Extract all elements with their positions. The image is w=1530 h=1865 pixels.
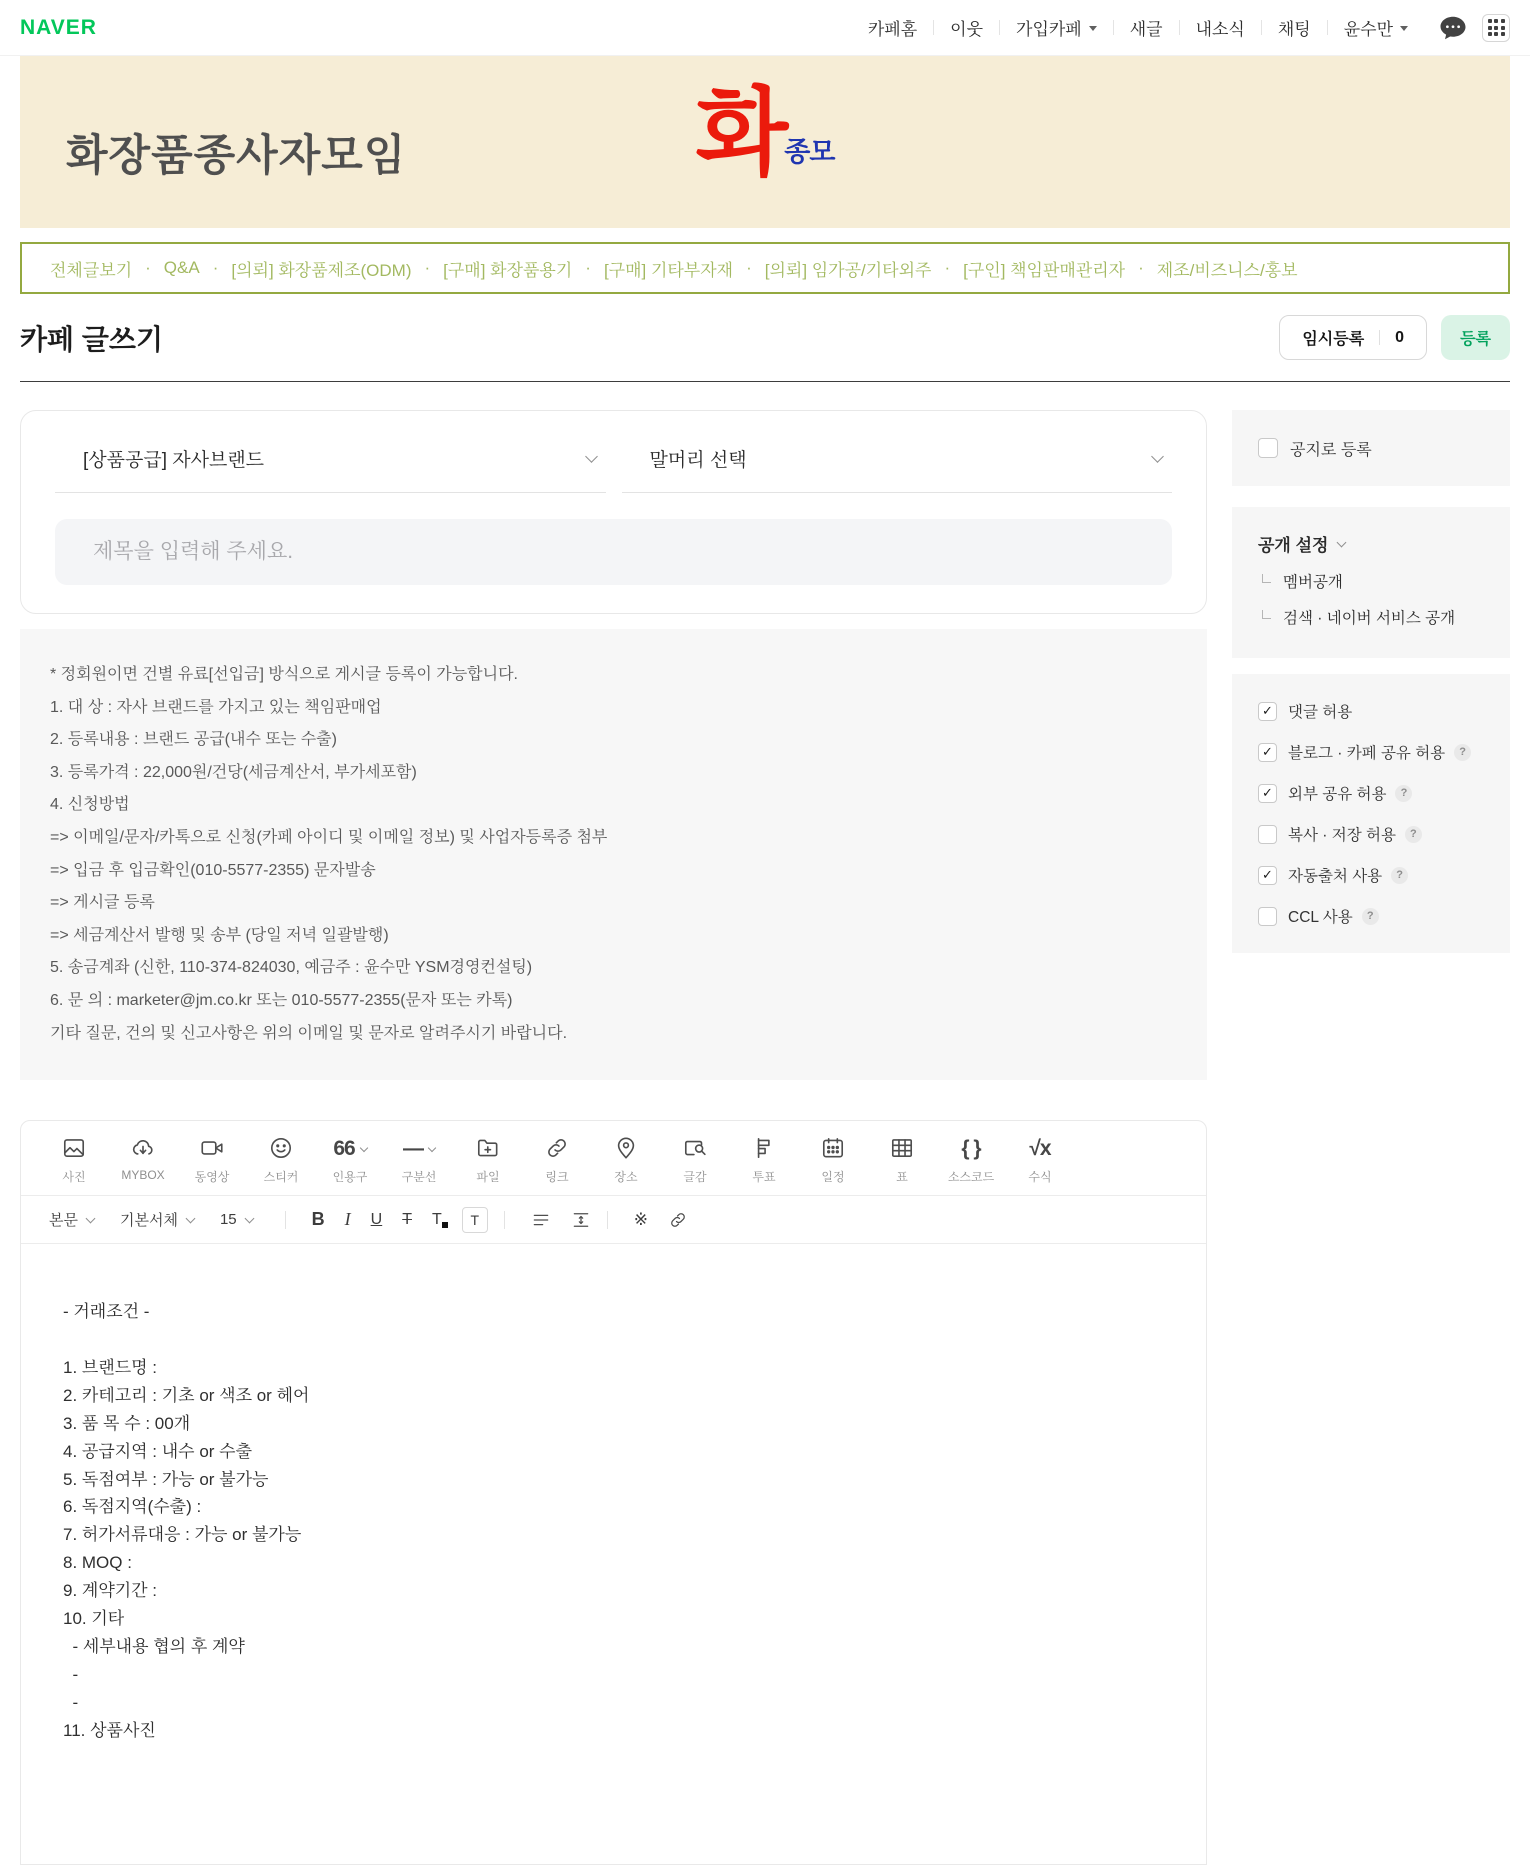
chevron-down-icon bbox=[1151, 450, 1164, 463]
formula-button[interactable] bbox=[1011, 1133, 1069, 1185]
top-navigation bbox=[0, 0, 1530, 56]
notice-line: 4. 신청방법 bbox=[50, 796, 130, 814]
menu-separator: · bbox=[212, 258, 219, 277]
nav-new-posts[interactable] bbox=[1114, 15, 1179, 40]
format-toolbar bbox=[21, 1196, 1206, 1244]
quote-button[interactable] bbox=[321, 1133, 379, 1185]
editor-line: 6. 독점지역(수출) : bbox=[63, 1497, 202, 1517]
chevron-down-icon bbox=[585, 450, 598, 463]
write-column bbox=[20, 382, 1207, 1865]
toolbar-item-icon-wrap bbox=[751, 1133, 777, 1163]
toolbar-item-label: 사진 bbox=[62, 1170, 86, 1185]
notice-line: 6. 문 의 : marketer@jm.co.kr 또는 010-5577-2355(문자 또는 카톡) bbox=[50, 991, 513, 1009]
setting-label: 자동출처 사용 bbox=[1288, 868, 1383, 885]
cafe-logo bbox=[695, 80, 835, 187]
quote-icon: 66 bbox=[333, 1136, 355, 1160]
title-input[interactable] bbox=[55, 519, 1172, 585]
writing-material-button[interactable] bbox=[666, 1133, 724, 1185]
vote-icon bbox=[751, 1135, 777, 1161]
align-button[interactable] bbox=[531, 1210, 551, 1230]
toolbar-item-icon-wrap bbox=[613, 1133, 639, 1163]
toolbar-divider bbox=[504, 1211, 505, 1229]
text-background-button[interactable]: T bbox=[462, 1207, 488, 1233]
menu-separator: · bbox=[145, 258, 151, 277]
video-icon bbox=[199, 1135, 225, 1161]
temp-save-count[interactable]: 0 bbox=[1395, 328, 1405, 346]
toolbar-item-label: MYBOX bbox=[121, 1168, 165, 1183]
apps-grid-icon[interactable] bbox=[1482, 14, 1510, 42]
paragraph-select[interactable] bbox=[49, 1209, 94, 1230]
post-form-card bbox=[20, 410, 1207, 614]
strikethrough-button[interactable]: T bbox=[402, 1210, 412, 1228]
cafe-logo-sub: 종모 bbox=[784, 136, 835, 167]
setting-label: 외부 공유 허용 bbox=[1288, 786, 1387, 803]
editor-line bbox=[63, 1326, 1164, 1354]
branch-corner-icon bbox=[1262, 610, 1271, 619]
sticker-button[interactable] bbox=[252, 1133, 310, 1185]
line-height-icon bbox=[571, 1210, 591, 1230]
toolbar-item-label: 소스코드 bbox=[947, 1170, 995, 1185]
editor-line: - bbox=[63, 1664, 79, 1684]
editor-line: - 세부내용 협의 후 계약 bbox=[63, 1636, 245, 1656]
nav-user-menu[interactable] bbox=[1328, 15, 1424, 40]
toolbar-item-icon-wrap bbox=[199, 1133, 225, 1163]
editor-line: 9. 계약기간 : bbox=[63, 1581, 158, 1601]
color-swatch-icon bbox=[442, 1222, 448, 1228]
editor-line: - bbox=[63, 1692, 79, 1712]
paragraph-select-value: 본문 bbox=[49, 1212, 78, 1230]
cafe-menu-item[interactable]: Q&A bbox=[163, 258, 200, 277]
sticker-icon bbox=[268, 1135, 294, 1161]
help-icon[interactable]: ? bbox=[1395, 785, 1412, 802]
formula-icon: √x bbox=[1029, 1136, 1051, 1160]
menu-separator: · bbox=[424, 258, 431, 277]
privacy-options bbox=[1258, 570, 1484, 628]
toolbar-item-label: 글감 bbox=[683, 1170, 707, 1185]
font-select[interactable] bbox=[120, 1209, 194, 1230]
video-button[interactable] bbox=[183, 1133, 241, 1185]
toolbar-item-label: 파일 bbox=[476, 1170, 500, 1185]
help-icon[interactable]: ? bbox=[1454, 744, 1471, 761]
board-select-value: [상품공급] 자사브랜드 bbox=[83, 450, 265, 471]
place-icon bbox=[613, 1135, 639, 1161]
cafe-menu-item[interactable]: [의뢰] 화장품제조(ODM) bbox=[231, 260, 412, 280]
chevron-down-icon bbox=[428, 1144, 436, 1152]
toolbar-item-label: 수식 bbox=[1028, 1170, 1052, 1185]
cafe-menu-item[interactable]: 전체글보기 bbox=[50, 260, 133, 280]
editor-line: - 거래조건 - bbox=[63, 1302, 150, 1322]
blog-cafe-share-allow[interactable] bbox=[1258, 741, 1484, 763]
place-button[interactable] bbox=[597, 1133, 655, 1185]
main-content bbox=[20, 382, 1510, 1865]
insert-link-button[interactable] bbox=[668, 1210, 688, 1230]
special-char-button[interactable]: ※ bbox=[633, 1209, 649, 1229]
editor-line: 2. 카테고리 : 기초 or 색조 or 헤어 bbox=[63, 1385, 310, 1405]
link-icon bbox=[544, 1135, 570, 1161]
toolbar-item-icon-wrap bbox=[1029, 1133, 1050, 1163]
menu-separator: · bbox=[585, 258, 591, 277]
align-icon bbox=[531, 1210, 551, 1230]
nav-item-label: 가입카페 bbox=[1016, 20, 1082, 39]
nav-icons bbox=[1438, 13, 1510, 43]
chevron-down-icon bbox=[244, 1214, 254, 1224]
branch-corner-icon bbox=[1262, 574, 1271, 583]
schedule-button[interactable] bbox=[804, 1133, 862, 1185]
nav-item-label: 이웃 bbox=[950, 20, 984, 39]
font-select-value: 기본서체 bbox=[119, 1212, 178, 1230]
help-icon[interactable]: ? bbox=[1405, 826, 1422, 843]
page-title: 카페 글쓰기 bbox=[20, 323, 164, 355]
chevron-down-icon bbox=[186, 1214, 196, 1224]
copy-save-allow[interactable] bbox=[1258, 823, 1484, 845]
notice-register-checkbox[interactable] bbox=[1258, 438, 1278, 458]
editor-line: 8. MOQ : bbox=[63, 1553, 132, 1573]
table-icon bbox=[889, 1135, 915, 1161]
post-settings-sidebar bbox=[1232, 410, 1510, 953]
setting-label: CCL 사용 bbox=[1288, 909, 1353, 926]
file-button[interactable] bbox=[459, 1133, 517, 1185]
cafe-menu-item[interactable]: [의뢰] 임가공/기타외주 bbox=[764, 260, 932, 280]
cafe-menu-item[interactable]: [구매] 기타부자재 bbox=[603, 260, 734, 280]
cafe-banner[interactable] bbox=[20, 56, 1510, 228]
mybox-button[interactable] bbox=[114, 1133, 172, 1182]
setting-label: 블로그 · 카페 공유 허용 bbox=[1288, 745, 1446, 762]
select-row bbox=[55, 411, 1172, 493]
schedule-icon bbox=[820, 1135, 846, 1161]
external-share-allow[interactable] bbox=[1258, 782, 1484, 804]
cafe-name: 화장품종사자모임 bbox=[66, 132, 407, 180]
privacy-option bbox=[1258, 606, 1484, 628]
italic-button[interactable]: I bbox=[344, 1209, 351, 1230]
comment-allow[interactable] bbox=[1258, 700, 1484, 722]
toolbar-item-icon-wrap bbox=[889, 1133, 915, 1163]
toolbar-item-label: 장소 bbox=[614, 1170, 638, 1185]
cafe-menu-item[interactable]: 제조/비즈니스/홍보 bbox=[1156, 260, 1298, 280]
mybox-icon bbox=[130, 1135, 156, 1161]
notice-line: => 게시글 등록 bbox=[50, 894, 155, 912]
toolbar-divider bbox=[285, 1211, 286, 1229]
text-color-button[interactable] bbox=[432, 1211, 442, 1229]
board-notice bbox=[20, 629, 1207, 1080]
photo-icon bbox=[61, 1135, 87, 1161]
help-icon[interactable]: ? bbox=[1391, 867, 1408, 884]
toolbar-item-icon-wrap bbox=[403, 1133, 435, 1163]
photo-button[interactable] bbox=[45, 1133, 103, 1185]
material-icon bbox=[682, 1135, 708, 1161]
naver-logo[interactable]: NAVER bbox=[20, 15, 97, 39]
setting-checkbox[interactable]: ✓ bbox=[1258, 866, 1277, 885]
post-options-box bbox=[1232, 674, 1510, 953]
nav-join-cafe[interactable] bbox=[1000, 15, 1113, 40]
dropdown-caret-icon bbox=[1400, 26, 1408, 35]
toolbar-item-icon-wrap bbox=[820, 1133, 846, 1163]
underline-button[interactable]: U bbox=[370, 1210, 383, 1228]
code-icon: { } bbox=[961, 1136, 981, 1160]
cafe-logo-main: 화 bbox=[695, 80, 783, 187]
privacy-settings-box bbox=[1232, 507, 1510, 658]
notice-line: 1. 대 상 : 자사 브랜드를 가지고 있는 책임판매업 bbox=[50, 698, 382, 716]
table-button[interactable] bbox=[873, 1133, 931, 1185]
toolbar-item-icon-wrap bbox=[961, 1133, 980, 1163]
nav-item-label: 카페홈 bbox=[867, 20, 918, 39]
privacy-settings-toggle[interactable] bbox=[1258, 531, 1484, 556]
nav-items bbox=[852, 15, 1424, 40]
divider-button[interactable] bbox=[390, 1133, 448, 1185]
chevron-down-icon bbox=[86, 1214, 96, 1224]
notice-line: * 정회원이면 건별 유료[선입금] 방식으로 게시글 등록이 가능합니다. bbox=[50, 666, 518, 683]
editor-line: 5. 독점여부 : 가능 or 불가능 bbox=[63, 1469, 269, 1489]
setting-checkbox[interactable] bbox=[1258, 825, 1277, 844]
toolbar-item-icon-wrap bbox=[682, 1133, 708, 1163]
header-actions bbox=[1279, 315, 1510, 360]
toolbar-item-label: 링크 bbox=[545, 1170, 569, 1185]
toolbar-item-label: 인용구 bbox=[332, 1170, 368, 1185]
setting-checkbox[interactable]: ✓ bbox=[1258, 743, 1277, 762]
link-icon bbox=[668, 1210, 688, 1230]
privacy-option bbox=[1258, 570, 1484, 592]
font-size-select[interactable] bbox=[220, 1211, 253, 1228]
nav-item-label: 윤수만 bbox=[1343, 20, 1393, 39]
toolbar-item-label: 일정 bbox=[821, 1170, 845, 1185]
prefix-select[interactable] bbox=[622, 411, 1173, 493]
editor-content[interactable] bbox=[21, 1244, 1206, 1798]
setting-label: 복사 · 저장 허용 bbox=[1288, 827, 1396, 844]
editor-card bbox=[20, 1120, 1207, 1865]
link-button[interactable] bbox=[528, 1133, 586, 1185]
attach-toolbar bbox=[21, 1121, 1206, 1196]
editor-line: 1. 브랜드명 : bbox=[63, 1357, 158, 1377]
notice-line: => 이메일/문자/카톡으로 신청(카페 아이디 및 이메일 정보) 및 사업자등록증 첨부 bbox=[50, 828, 608, 846]
editor-line: 11. 상품사진 bbox=[63, 1720, 156, 1740]
nav-item-label: 새글 bbox=[1129, 20, 1163, 39]
notice-line: => 입금 후 입금확인(010-5577-2355) 문자발송 bbox=[50, 861, 376, 879]
editor-line: 3. 품 목 수 : 00개 bbox=[63, 1413, 191, 1433]
toolbar-item-label: 투표 bbox=[752, 1170, 776, 1185]
nav-my-news[interactable] bbox=[1180, 15, 1261, 40]
setting-label: 댓글 허용 bbox=[1288, 704, 1353, 721]
bold-button[interactable]: B bbox=[311, 1209, 325, 1230]
toolbar-item-label: 표 bbox=[896, 1170, 908, 1185]
prefix-select-value: 말머리 선택 bbox=[649, 450, 747, 471]
line-height-button[interactable] bbox=[571, 1210, 591, 1230]
notice-line: 기타 질문, 건의 및 신고사항은 위의 이메일 및 문자로 알려주시기 바랍니다. bbox=[50, 1024, 568, 1042]
toolbar-item-label: 동영상 bbox=[194, 1170, 230, 1185]
setting-checkbox[interactable]: ✓ bbox=[1258, 784, 1277, 803]
chevron-down-icon bbox=[359, 1144, 367, 1152]
page-header bbox=[20, 294, 1510, 382]
notice-line: => 세금계산서 발행 및 송부 (당일 저녁 일괄발행) bbox=[50, 926, 389, 944]
notice-line: 3. 등록가격 : 22,000원/건당(세금계산서, 부가세포함) bbox=[50, 763, 417, 781]
nav-neighbor[interactable] bbox=[934, 15, 999, 40]
text-color-glyph: T bbox=[431, 1210, 442, 1228]
notice-line: 5. 송금계좌 (신한, 110-374-824030, 예금주 : 윤수만 YSM경영컨설팅) bbox=[50, 959, 533, 977]
ccl-use[interactable] bbox=[1258, 905, 1484, 927]
privacy-option-label: 검색 · 네이버 서비스 공개 bbox=[1283, 610, 1456, 627]
privacy-option-label: 멤버공개 bbox=[1283, 574, 1343, 591]
file-icon bbox=[475, 1135, 501, 1161]
setting-checkbox[interactable]: ✓ bbox=[1258, 702, 1277, 721]
toolbar-item-icon-wrap bbox=[475, 1133, 501, 1163]
menu-separator: · bbox=[1138, 258, 1144, 277]
font-size-select-value: 15 bbox=[219, 1211, 237, 1229]
chevron-down-icon bbox=[1337, 537, 1347, 547]
menu-separator: · bbox=[944, 258, 951, 277]
submit-label: 등록 bbox=[1460, 331, 1491, 348]
toolbar-item-label: 구분선 bbox=[401, 1170, 437, 1185]
toolbar-divider bbox=[607, 1211, 608, 1229]
nav-item-label: 채팅 bbox=[1277, 20, 1311, 39]
nav-chat[interactable] bbox=[1262, 15, 1327, 40]
vote-button[interactable] bbox=[735, 1133, 793, 1185]
temp-save-label: 임시등록 bbox=[1302, 331, 1365, 348]
editor-line: 4. 공급지역 : 내수 or 수출 bbox=[63, 1441, 253, 1461]
toolbar-item-icon-wrap bbox=[61, 1133, 87, 1163]
notice-line: 2. 등록내용 : 브랜드 공급(내수 또는 수출) bbox=[50, 731, 337, 749]
editor-line: 7. 허가서류대응 : 가능 or 불가능 bbox=[63, 1525, 302, 1545]
nav-item-label: 내소식 bbox=[1195, 20, 1245, 39]
toolbar-item-icon-wrap bbox=[544, 1133, 570, 1163]
button-divider bbox=[1379, 330, 1380, 345]
setting-checkbox[interactable] bbox=[1258, 907, 1277, 926]
dropdown-caret-icon bbox=[1089, 26, 1097, 35]
help-icon[interactable]: ? bbox=[1362, 908, 1379, 925]
toolbar-item-icon-wrap bbox=[130, 1133, 156, 1163]
toolbar-item-icon-wrap bbox=[333, 1133, 366, 1163]
toolbar-item-label: 스티커 bbox=[263, 1170, 299, 1185]
board-select[interactable] bbox=[55, 411, 606, 493]
notice-register-label: 공지로 등록 bbox=[1290, 441, 1372, 459]
editor-line: 10. 기타 bbox=[63, 1609, 125, 1629]
divider-line-icon: — bbox=[403, 1136, 423, 1160]
toolbar-item-icon-wrap bbox=[268, 1133, 294, 1163]
notice-register-row[interactable] bbox=[1232, 410, 1510, 486]
submit-button[interactable] bbox=[1441, 315, 1510, 360]
source-code-button[interactable] bbox=[942, 1133, 1000, 1185]
cafe-menu-bar bbox=[20, 242, 1510, 294]
temp-save-button[interactable] bbox=[1279, 315, 1427, 360]
nav-cafe-home[interactable] bbox=[852, 15, 933, 40]
auto-source-use[interactable] bbox=[1258, 864, 1484, 886]
menu-separator: · bbox=[746, 258, 752, 277]
privacy-settings-title: 공개 설정 bbox=[1258, 536, 1329, 555]
cafe-menu-item[interactable]: [구인] 책임판매관리자 bbox=[963, 260, 1126, 280]
cafe-menu-item[interactable]: [구매] 화장품용기 bbox=[443, 260, 573, 280]
talk-bubble-icon[interactable] bbox=[1438, 13, 1468, 43]
